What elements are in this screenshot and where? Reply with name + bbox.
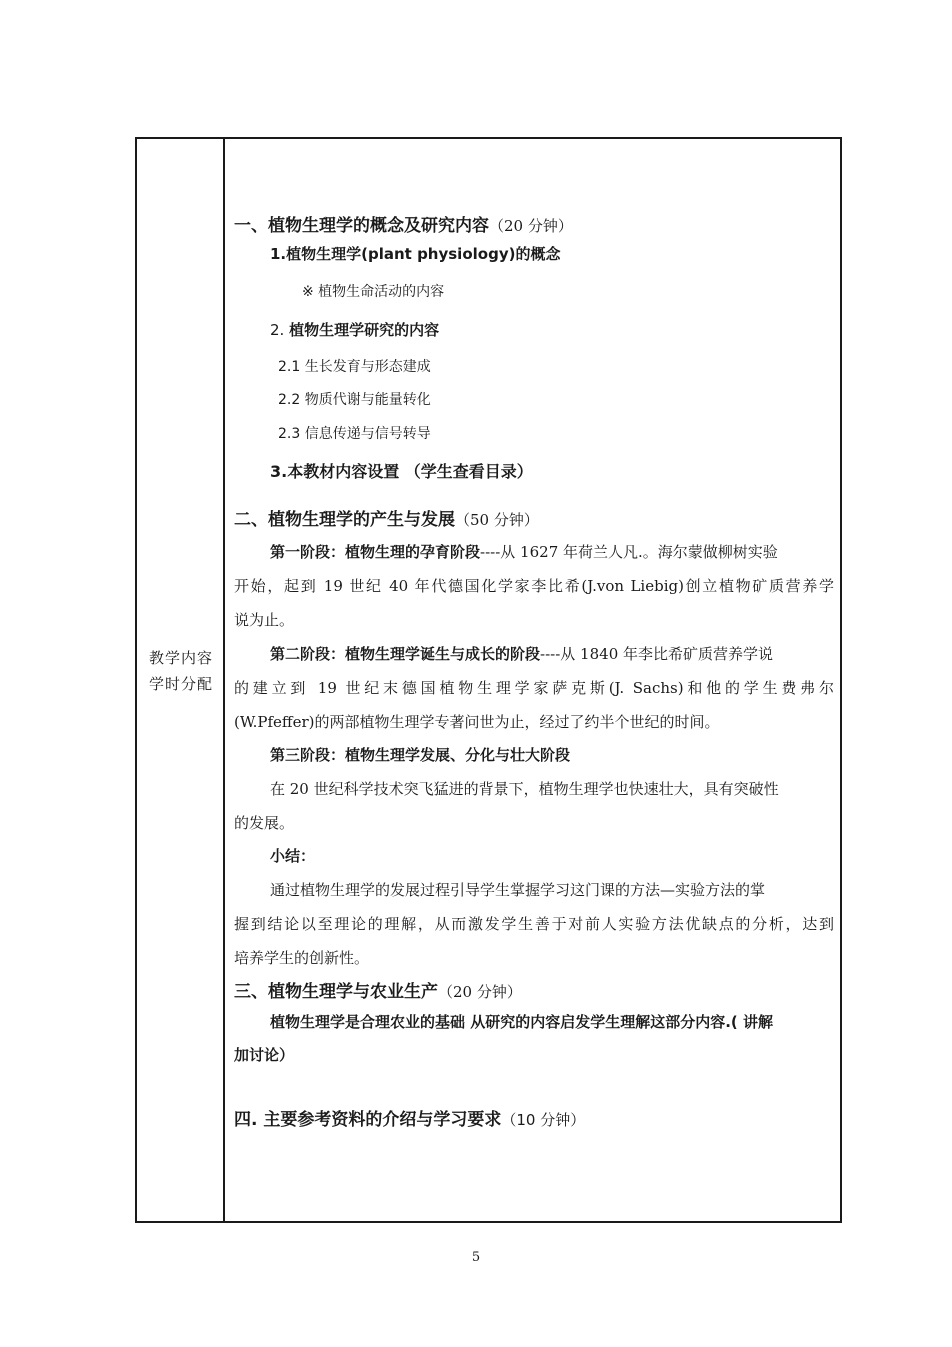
section-1-title: 一、植物生理学的概念及研究内容 — [234, 216, 489, 236]
section-2-heading — [234, 505, 539, 530]
column-divider — [223, 139, 225, 1221]
summary-heading: 小结： — [270, 847, 316, 865]
section-1-item-1: 1.植物生理学(plant physiology)的概念 — [270, 245, 561, 263]
summary-line-3: 培养学生的创新性。 — [234, 949, 370, 967]
section-1-sub-2: 2.2 物质代谢与能量转化 — [278, 392, 431, 408]
section-2-time: （50 分钟） — [455, 511, 539, 529]
stage-3-heading: 第三阶段：植物生理学发展、分化与壮大阶段 — [270, 746, 571, 764]
item-2-text: 植物生理学研究的内容 — [289, 321, 440, 339]
section-3-heading — [234, 977, 522, 1002]
section-4-title: 四. 主要参考资料的介绍与学习要求 — [234, 1110, 502, 1130]
row-label-line-2: 学时分配 — [148, 675, 213, 693]
stage-1-text-1: ----从 1627 年荷兰人凡.。海尔蒙做柳树实验 — [480, 543, 778, 561]
stage-2-heading: 第二阶段：植物生理学诞生与成长的阶段 — [270, 645, 541, 663]
section-1-item-3: 3.本教材内容设置 （学生查看目录） — [270, 462, 533, 481]
section-3-time: （20 分钟） — [438, 983, 522, 1001]
section-3-line-1: 植物生理学是合理农业的基础 从研究的内容启发学生理解这部分内容.( 讲解 — [270, 1013, 774, 1031]
stage-2-line-1 — [270, 643, 773, 664]
row-label-line-1: 教学内容 — [148, 649, 213, 667]
section-4-time: （10 分钟） — [501, 1111, 586, 1129]
lesson-table — [135, 137, 842, 1223]
item-2-number: 2. — [270, 321, 290, 339]
section-1-sub-1: 2.1 生长发育与形态建成 — [278, 359, 431, 375]
stage-1-line-1 — [270, 541, 778, 562]
row-label — [141, 645, 221, 697]
page-number: 5 — [471, 1250, 481, 1265]
stage-2-text-1: ----从 1840 年李比希矿质营养学说 — [540, 645, 774, 663]
section-1-time: （20 分钟） — [489, 217, 573, 235]
section-3-line-2: 加讨论） — [234, 1046, 295, 1064]
stage-1-heading: 第一阶段：植物生理的孕育阶段 — [270, 543, 481, 561]
stage-3-line-1: 在 20 世纪科学技术突飞猛进的背景下，植物生理学也快速壮大，具有突破性 — [270, 780, 779, 798]
stage-3-line-2: 的发展。 — [234, 814, 295, 832]
section-1-note: ※ 植物生命活动的内容 — [302, 284, 445, 300]
stage-1-line-3: 说为止。 — [234, 611, 295, 629]
section-1-heading — [234, 211, 573, 236]
section-2-title: 二、植物生理学的产生与发展 — [234, 510, 455, 530]
summary-line-1: 通过植物生理学的发展过程引导学生掌握学习这门课的方法—实验方法的掌 — [270, 881, 766, 899]
section-3-title: 三、植物生理学与农业生产 — [234, 982, 438, 1002]
section-1-sub-3: 2.3 信息传递与信号转导 — [278, 426, 431, 442]
section-4-heading — [234, 1105, 585, 1130]
stage-2-line-2: 的建立到 19 世纪末德国植物生理学家萨克斯(J. Sachs)和他的学生费弗尔 — [234, 679, 834, 697]
section-1-item-2 — [270, 319, 439, 340]
stage-2-line-3: (W.Pfeffer)的两部植物生理学专著问世为止，经过了约半个世纪的时间。 — [234, 713, 720, 731]
stage-1-line-2: 开始，起到 19 世纪 40 年代德国化学家李比希(J.von Liebig)创立植物矿质营养学 — [234, 577, 834, 595]
summary-line-2: 握到结论以至理论的理解，从而激发学生善于对前人实验方法优缺点的分析，达到 — [234, 915, 834, 933]
